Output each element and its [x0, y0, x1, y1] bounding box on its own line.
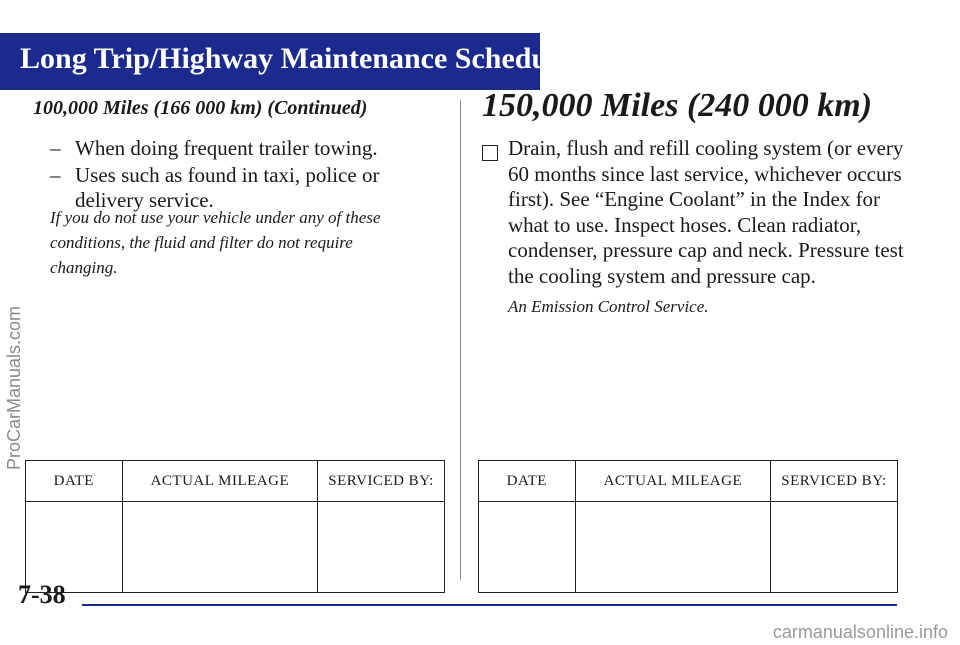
date-column-header: DATE: [26, 461, 123, 502]
column-divider: [460, 100, 461, 580]
date-column-header: DATE: [479, 461, 576, 502]
mileage-cell[interactable]: [575, 502, 771, 593]
date-cell[interactable]: [26, 502, 123, 593]
bullet-dash: –: [50, 136, 61, 160]
right-body-text: Drain, flush and refill cooling system (or every 60 months since last service, whichever occurs first). See “Engine Coolant” in the Index for what to use. Inspect hoses. Clean radiator, condenser, pressure cap and neck. Pressure test the cooling system and pressure cap.: [508, 136, 904, 288]
left-service-log-table: [25, 460, 445, 593]
serviced-by-column-header: SERVICED BY:: [318, 461, 445, 502]
page-number: 7-38: [18, 580, 66, 609]
serviced-by-column-header: SERVICED BY:: [771, 461, 898, 502]
mileage-cell[interactable]: [122, 502, 318, 593]
bullet-text: When doing frequent trailer towing.: [75, 136, 378, 160]
right-note: An Emission Control Service.: [508, 297, 709, 316]
side-watermark: ProCarManuals.com: [4, 305, 24, 470]
bullet-dash: –: [50, 163, 61, 187]
checkbox[interactable]: [482, 145, 498, 161]
mileage-column-header: ACTUAL MILEAGE: [122, 461, 318, 502]
date-cell[interactable]: [479, 502, 576, 593]
page-title: Long Trip/Highway Maintenance Schedule: [20, 42, 570, 75]
serviced-by-cell[interactable]: [771, 502, 898, 593]
right-heading: 150,000 Miles (240 000 km): [482, 87, 873, 124]
corner-watermark: carmanualsonline.info: [772, 622, 948, 642]
left-subheading: 100,000 Miles (166 000 km) (Continued): [33, 97, 368, 119]
footer-rule: [82, 604, 897, 606]
left-note: If you do not use your vehicle under any of these conditions, the fluid and filter do not require changing.: [50, 208, 381, 277]
mileage-column-header: ACTUAL MILEAGE: [575, 461, 771, 502]
right-service-log-table: [478, 460, 898, 593]
bullet-text: Uses such as found in taxi, police or: [75, 163, 380, 187]
serviced-by-cell[interactable]: [318, 502, 445, 593]
bullet-text: delivery service.: [75, 188, 214, 212]
